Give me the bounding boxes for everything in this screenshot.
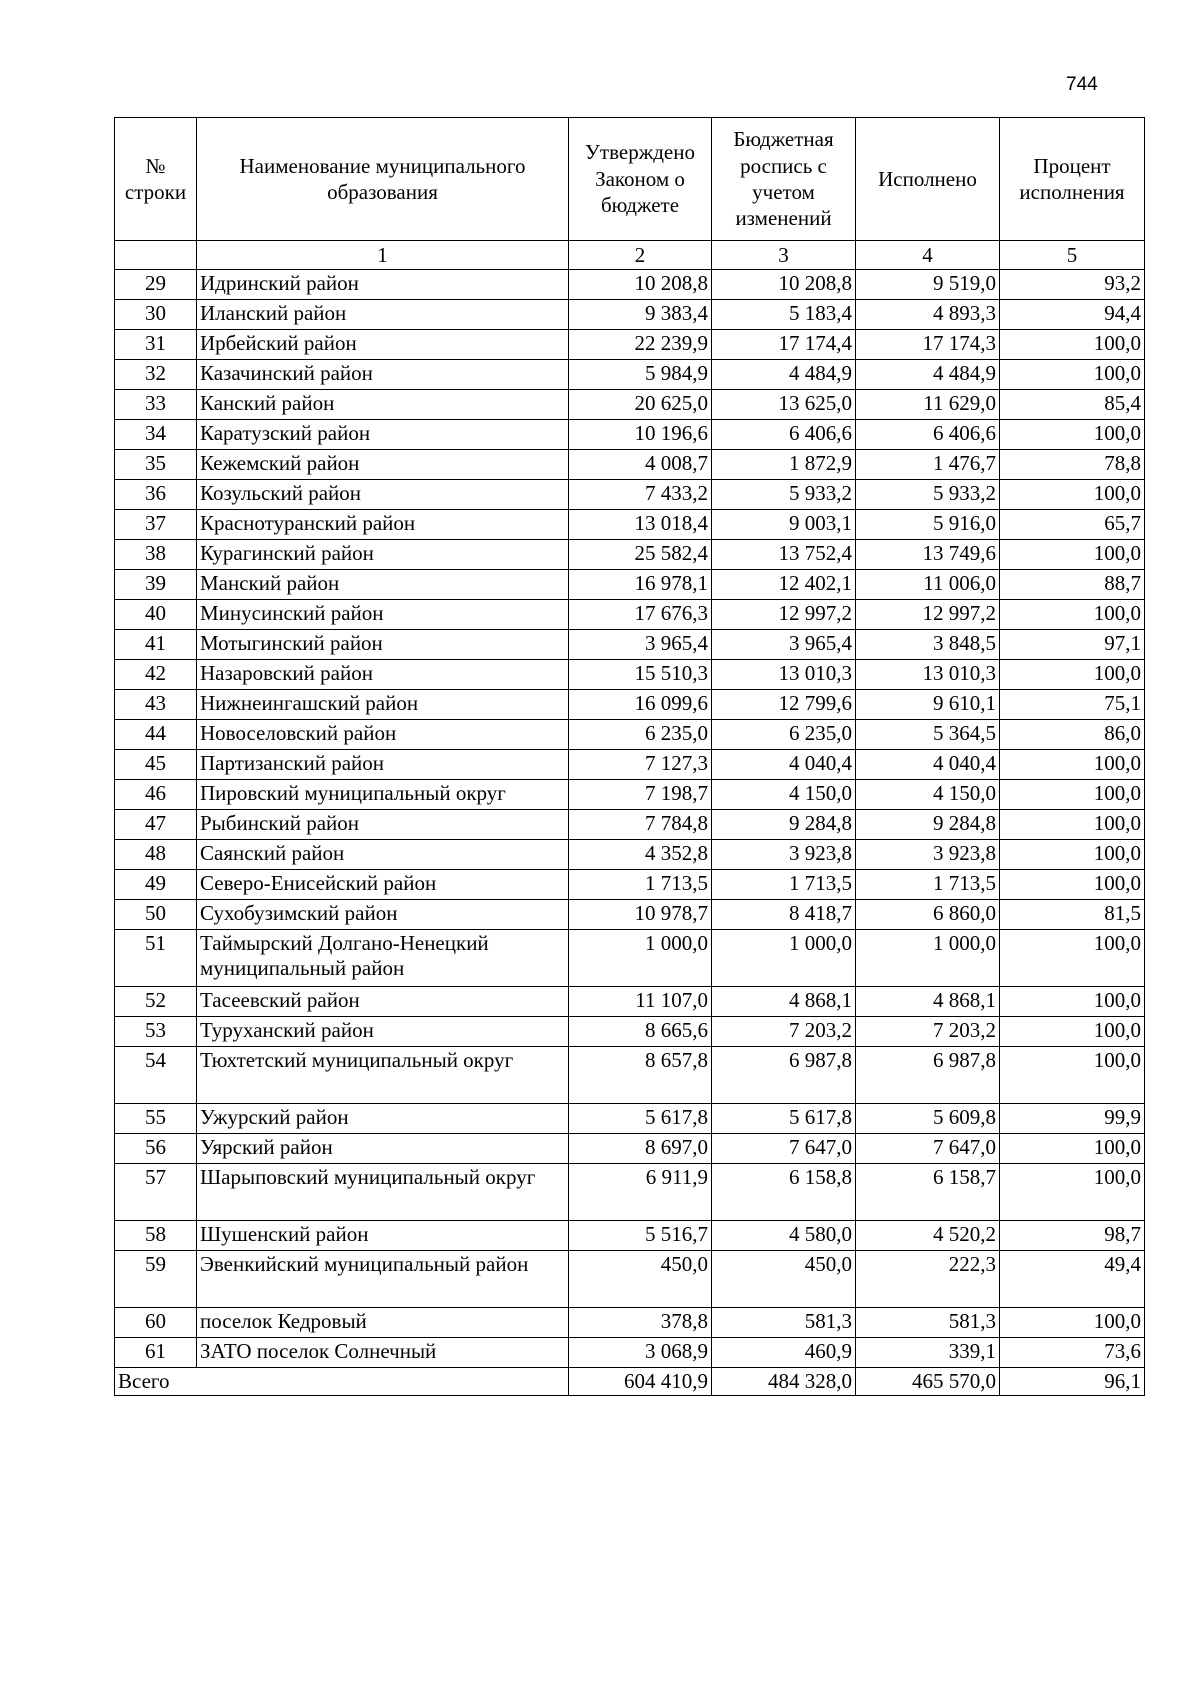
budget-value: 13 752,4 [712, 540, 856, 570]
row-number: 44 [115, 720, 197, 750]
table-row [115, 840, 1145, 870]
executed-value: 4 868,1 [856, 987, 1000, 1017]
header-approved: Утверждено Законом о бюджете [569, 118, 712, 241]
row-number: 58 [115, 1221, 197, 1251]
total-percent: 96,1 [1000, 1368, 1145, 1396]
executed-value: 13 010,3 [856, 660, 1000, 690]
municipality-name: Северо-Енисейский район [197, 870, 569, 900]
percent-value: 100,0 [1000, 1308, 1145, 1338]
municipality-name: Мотыгинский район [197, 630, 569, 660]
row-number: 38 [115, 540, 197, 570]
table-row [115, 300, 1145, 330]
municipality-name: Манский район [197, 570, 569, 600]
municipality-name: Рыбинский район [197, 810, 569, 840]
approved-value: 7 127,3 [569, 750, 712, 780]
budget-value: 1 872,9 [712, 450, 856, 480]
municipality-name: Уярский район [197, 1134, 569, 1164]
budget-execution-table [114, 117, 1145, 1396]
row-number: 53 [115, 1017, 197, 1047]
total-budget: 484 328,0 [712, 1368, 856, 1396]
executed-value: 4 040,4 [856, 750, 1000, 780]
approved-value: 17 676,3 [569, 600, 712, 630]
row-number: 32 [115, 360, 197, 390]
table-row [115, 780, 1145, 810]
row-number: 37 [115, 510, 197, 540]
executed-value: 222,3 [856, 1251, 1000, 1308]
municipality-name: Канский район [197, 390, 569, 420]
column-index: 4 [856, 241, 1000, 270]
budget-value: 17 174,4 [712, 330, 856, 360]
municipality-name: Шарыповский муниципальный округ [197, 1164, 569, 1221]
municipality-name: Тасеевский район [197, 987, 569, 1017]
header-row [115, 118, 1145, 241]
page-number: 744 [1066, 74, 1098, 95]
municipality-name: Иланский район [197, 300, 569, 330]
row-number: 36 [115, 480, 197, 510]
executed-value: 1 000,0 [856, 930, 1000, 987]
executed-value: 12 997,2 [856, 600, 1000, 630]
percent-value: 73,6 [1000, 1338, 1145, 1368]
table-row [115, 540, 1145, 570]
budget-value: 450,0 [712, 1251, 856, 1308]
approved-value: 13 018,4 [569, 510, 712, 540]
percent-value: 100,0 [1000, 810, 1145, 840]
municipality-name: Партизанский район [197, 750, 569, 780]
executed-value: 17 174,3 [856, 330, 1000, 360]
executed-value: 9 284,8 [856, 810, 1000, 840]
table-row [115, 1308, 1145, 1338]
approved-value: 9 383,4 [569, 300, 712, 330]
table-row [115, 630, 1145, 660]
table-row [115, 750, 1145, 780]
budget-value: 9 003,1 [712, 510, 856, 540]
row-number: 50 [115, 900, 197, 930]
executed-value: 7 203,2 [856, 1017, 1000, 1047]
table-row [115, 720, 1145, 750]
row-number: 31 [115, 330, 197, 360]
approved-value: 25 582,4 [569, 540, 712, 570]
row-number: 49 [115, 870, 197, 900]
table-row [115, 570, 1145, 600]
budget-value: 5 183,4 [712, 300, 856, 330]
municipality-name: Пировский муниципальный округ [197, 780, 569, 810]
budget-value: 9 284,8 [712, 810, 856, 840]
percent-value: 75,1 [1000, 690, 1145, 720]
budget-value: 6 406,6 [712, 420, 856, 450]
approved-value: 1 000,0 [569, 930, 712, 987]
budget-value: 8 418,7 [712, 900, 856, 930]
budget-value: 7 647,0 [712, 1134, 856, 1164]
municipality-name: Краснотуранский район [197, 510, 569, 540]
budget-value: 7 203,2 [712, 1017, 856, 1047]
row-number: 48 [115, 840, 197, 870]
executed-value: 3 848,5 [856, 630, 1000, 660]
municipality-name: Шушенский район [197, 1221, 569, 1251]
approved-value: 16 978,1 [569, 570, 712, 600]
municipality-name: Назаровский район [197, 660, 569, 690]
budget-value: 4 868,1 [712, 987, 856, 1017]
municipality-name: Ирбейский район [197, 330, 569, 360]
budget-value: 6 987,8 [712, 1047, 856, 1104]
table-row [115, 660, 1145, 690]
budget-value: 3 923,8 [712, 840, 856, 870]
municipality-name: Сухобузимский район [197, 900, 569, 930]
table-row [115, 1134, 1145, 1164]
percent-value: 100,0 [1000, 1134, 1145, 1164]
column-index-row [115, 241, 1145, 270]
municipality-name: Идринский район [197, 270, 569, 300]
table-row [115, 330, 1145, 360]
header-percent: Процент исполнения [1000, 118, 1145, 241]
table-row [115, 1047, 1145, 1104]
municipality-name: Минусинский район [197, 600, 569, 630]
percent-value: 100,0 [1000, 540, 1145, 570]
approved-value: 8 657,8 [569, 1047, 712, 1104]
executed-value: 4 484,9 [856, 360, 1000, 390]
percent-value: 100,0 [1000, 1164, 1145, 1221]
table-row [115, 1164, 1145, 1221]
table-row [115, 360, 1145, 390]
approved-value: 16 099,6 [569, 690, 712, 720]
column-index: 1 [197, 241, 569, 270]
percent-value: 78,8 [1000, 450, 1145, 480]
approved-value: 4 352,8 [569, 840, 712, 870]
municipality-name: Каратузский район [197, 420, 569, 450]
table-row [115, 1221, 1145, 1251]
budget-value: 1 000,0 [712, 930, 856, 987]
table-row [115, 1338, 1145, 1368]
budget-value: 581,3 [712, 1308, 856, 1338]
percent-value: 49,4 [1000, 1251, 1145, 1308]
row-number: 41 [115, 630, 197, 660]
executed-value: 3 923,8 [856, 840, 1000, 870]
column-index: 3 [712, 241, 856, 270]
row-number: 57 [115, 1164, 197, 1221]
budget-value: 4 150,0 [712, 780, 856, 810]
table-row [115, 870, 1145, 900]
municipality-name: Эвенкийский муниципальный район [197, 1251, 569, 1308]
percent-value: 100,0 [1000, 1017, 1145, 1047]
executed-value: 9 519,0 [856, 270, 1000, 300]
percent-value: 81,5 [1000, 900, 1145, 930]
table-row [115, 930, 1145, 987]
table-row [115, 480, 1145, 510]
row-number: 60 [115, 1308, 197, 1338]
table-row [115, 900, 1145, 930]
percent-value: 85,4 [1000, 390, 1145, 420]
municipality-name: поселок Кедровый [197, 1308, 569, 1338]
municipality-name: Ужурский район [197, 1104, 569, 1134]
budget-value: 13 625,0 [712, 390, 856, 420]
percent-value: 99,9 [1000, 1104, 1145, 1134]
executed-value: 11 006,0 [856, 570, 1000, 600]
table-row [115, 690, 1145, 720]
municipality-name: Таймырский Долгано-Ненецкий муниципальный район [197, 930, 569, 987]
table-row [115, 810, 1145, 840]
executed-value: 13 749,6 [856, 540, 1000, 570]
row-number: 43 [115, 690, 197, 720]
approved-value: 10 208,8 [569, 270, 712, 300]
municipality-name: Нижнеингашский район [197, 690, 569, 720]
percent-value: 100,0 [1000, 330, 1145, 360]
executed-value: 6 406,6 [856, 420, 1000, 450]
percent-value: 100,0 [1000, 1047, 1145, 1104]
percent-value: 94,4 [1000, 300, 1145, 330]
approved-value: 22 239,9 [569, 330, 712, 360]
percent-value: 65,7 [1000, 510, 1145, 540]
executed-value: 1 713,5 [856, 870, 1000, 900]
executed-value: 7 647,0 [856, 1134, 1000, 1164]
percent-value: 100,0 [1000, 840, 1145, 870]
executed-value: 4 150,0 [856, 780, 1000, 810]
approved-value: 5 984,9 [569, 360, 712, 390]
approved-value: 4 008,7 [569, 450, 712, 480]
approved-value: 20 625,0 [569, 390, 712, 420]
table-row [115, 270, 1145, 300]
row-number: 30 [115, 300, 197, 330]
approved-value: 7 433,2 [569, 480, 712, 510]
total-label: Всего [115, 1368, 569, 1396]
row-number: 55 [115, 1104, 197, 1134]
municipality-name: Новоселовский район [197, 720, 569, 750]
column-index [115, 241, 197, 270]
budget-value: 12 402,1 [712, 570, 856, 600]
table-row [115, 600, 1145, 630]
total-executed: 465 570,0 [856, 1368, 1000, 1396]
percent-value: 97,1 [1000, 630, 1145, 660]
approved-value: 7 784,8 [569, 810, 712, 840]
budget-value: 4 580,0 [712, 1221, 856, 1251]
table-row [115, 420, 1145, 450]
executed-value: 9 610,1 [856, 690, 1000, 720]
row-number: 59 [115, 1251, 197, 1308]
approved-value: 6 911,9 [569, 1164, 712, 1221]
executed-value: 6 860,0 [856, 900, 1000, 930]
table-row [115, 1104, 1145, 1134]
budget-value: 13 010,3 [712, 660, 856, 690]
approved-value: 10 196,6 [569, 420, 712, 450]
municipality-name: Тюхтетский муниципальный округ [197, 1047, 569, 1104]
municipality-name: ЗАТО поселок Солнечный [197, 1338, 569, 1368]
approved-value: 6 235,0 [569, 720, 712, 750]
percent-value: 100,0 [1000, 360, 1145, 390]
approved-value: 10 978,7 [569, 900, 712, 930]
table-row [115, 1017, 1145, 1047]
row-number: 39 [115, 570, 197, 600]
executed-value: 6 987,8 [856, 1047, 1000, 1104]
approved-value: 3 068,9 [569, 1338, 712, 1368]
budget-value: 12 997,2 [712, 600, 856, 630]
row-number: 54 [115, 1047, 197, 1104]
total-approved: 604 410,9 [569, 1368, 712, 1396]
approved-value: 5 516,7 [569, 1221, 712, 1251]
budget-value: 10 208,8 [712, 270, 856, 300]
column-index: 2 [569, 241, 712, 270]
row-number: 29 [115, 270, 197, 300]
row-number: 61 [115, 1338, 197, 1368]
column-index: 5 [1000, 241, 1145, 270]
total-row [115, 1368, 1145, 1396]
row-number: 33 [115, 390, 197, 420]
row-number: 56 [115, 1134, 197, 1164]
percent-value: 100,0 [1000, 930, 1145, 987]
executed-value: 339,1 [856, 1338, 1000, 1368]
executed-value: 581,3 [856, 1308, 1000, 1338]
table-row [115, 390, 1145, 420]
executed-value: 5 364,5 [856, 720, 1000, 750]
executed-value: 5 933,2 [856, 480, 1000, 510]
municipality-name: Казачинский район [197, 360, 569, 390]
row-number: 52 [115, 987, 197, 1017]
table-row [115, 987, 1145, 1017]
budget-value: 5 617,8 [712, 1104, 856, 1134]
percent-value: 86,0 [1000, 720, 1145, 750]
municipality-name: Кежемский район [197, 450, 569, 480]
percent-value: 100,0 [1000, 480, 1145, 510]
row-number: 46 [115, 780, 197, 810]
percent-value: 100,0 [1000, 870, 1145, 900]
budget-value: 460,9 [712, 1338, 856, 1368]
budget-value: 6 158,8 [712, 1164, 856, 1221]
approved-value: 378,8 [569, 1308, 712, 1338]
executed-value: 6 158,7 [856, 1164, 1000, 1221]
approved-value: 450,0 [569, 1251, 712, 1308]
municipality-name: Саянский район [197, 840, 569, 870]
budget-value: 1 713,5 [712, 870, 856, 900]
municipality-name: Козульский район [197, 480, 569, 510]
row-number: 40 [115, 600, 197, 630]
executed-value: 5 609,8 [856, 1104, 1000, 1134]
row-number: 45 [115, 750, 197, 780]
percent-value: 98,7 [1000, 1221, 1145, 1251]
approved-value: 8 665,6 [569, 1017, 712, 1047]
budget-value: 4 040,4 [712, 750, 856, 780]
percent-value: 100,0 [1000, 600, 1145, 630]
row-number: 34 [115, 420, 197, 450]
executed-value: 1 476,7 [856, 450, 1000, 480]
executed-value: 4 893,3 [856, 300, 1000, 330]
percent-value: 100,0 [1000, 750, 1145, 780]
row-number: 47 [115, 810, 197, 840]
row-number: 35 [115, 450, 197, 480]
executed-value: 5 916,0 [856, 510, 1000, 540]
budget-value: 6 235,0 [712, 720, 856, 750]
executed-value: 11 629,0 [856, 390, 1000, 420]
budget-value: 3 965,4 [712, 630, 856, 660]
budget-value: 12 799,6 [712, 690, 856, 720]
municipality-name: Курагинский район [197, 540, 569, 570]
header-name: Наименование муниципального образования [197, 118, 569, 241]
percent-value: 88,7 [1000, 570, 1145, 600]
header-budget: Бюджетная роспись с учетом изменений [712, 118, 856, 241]
percent-value: 100,0 [1000, 660, 1145, 690]
approved-value: 8 697,0 [569, 1134, 712, 1164]
approved-value: 5 617,8 [569, 1104, 712, 1134]
percent-value: 93,2 [1000, 270, 1145, 300]
approved-value: 11 107,0 [569, 987, 712, 1017]
approved-value: 1 713,5 [569, 870, 712, 900]
table-row [115, 450, 1145, 480]
budget-value: 5 933,2 [712, 480, 856, 510]
header-executed: Исполнено [856, 118, 1000, 241]
budget-value: 4 484,9 [712, 360, 856, 390]
approved-value: 3 965,4 [569, 630, 712, 660]
percent-value: 100,0 [1000, 420, 1145, 450]
approved-value: 7 198,7 [569, 780, 712, 810]
row-number: 51 [115, 930, 197, 987]
header-row-no: № строки [115, 118, 197, 241]
approved-value: 15 510,3 [569, 660, 712, 690]
executed-value: 4 520,2 [856, 1221, 1000, 1251]
percent-value: 100,0 [1000, 780, 1145, 810]
table-row [115, 510, 1145, 540]
row-number: 42 [115, 660, 197, 690]
municipality-name: Туруханский район [197, 1017, 569, 1047]
percent-value: 100,0 [1000, 987, 1145, 1017]
table-row [115, 1251, 1145, 1308]
